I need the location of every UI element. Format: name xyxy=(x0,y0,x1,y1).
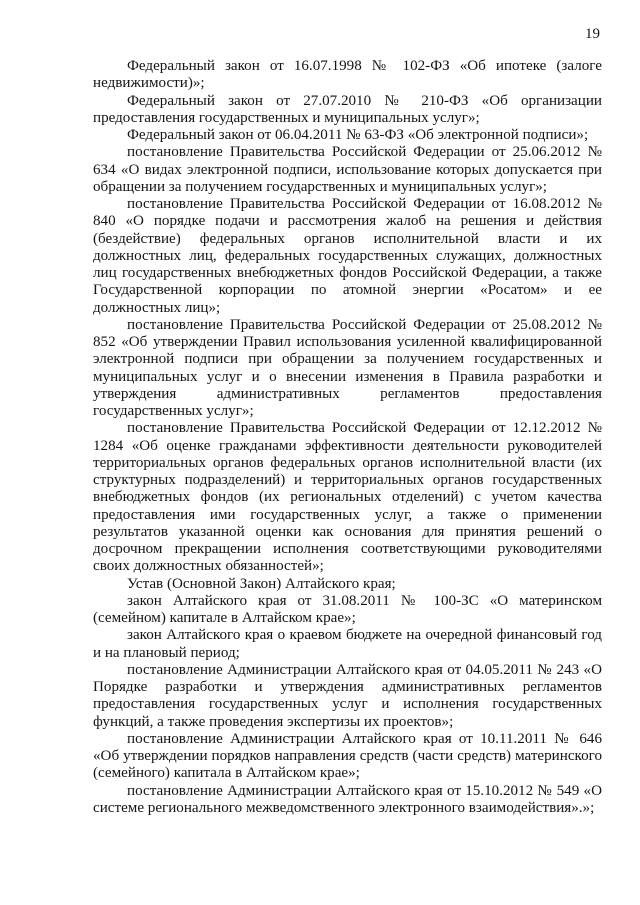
legal-act-item: постановление Администрации Алтайского края от 04.05.2011 № 243 «О Порядке разработки и утверждения административных регламентов предоставления государственных услуг и исполнения государственных функций, а также проведения экспертизы их проектов»; xyxy=(93,661,602,730)
legal-act-item: Федеральный закон от 27.07.2010 № 210-ФЗ «Об организации предоставления государственных и муниципальных услуг»; xyxy=(93,92,602,126)
legal-act-item: постановление Правительства Российской Федерации от 25.06.2012 № 634 «О видах электронной подписи, использование которых допускается при обращении за получением государственных и муниципальных услуг»; xyxy=(93,144,602,195)
legal-act-item: постановление Правительства Российской Федерации от 12.12.2012 № 1284 «Об оценке гражданами эффективности деятельности руководителей территориальных органов федеральных органов исполнительной власти (их структурных подразделений) и территориальных органов государственных внебюджетных фондов (их региональных отделений) с учетом качества предоставления ими государственных услуг, а также о применении результатов указанной оценки как основания для принятия решений о досрочном прекращении исполнения соответствующими руководителями своих должностных обязанностей»; xyxy=(93,420,602,575)
legal-act-item: Федеральный закон от 06.04.2011 № 63-ФЗ «Об электронной подписи»; xyxy=(127,127,589,143)
document-body xyxy=(93,58,602,817)
legal-act-item: закон Алтайского края о краевом бюджете на очередной финансовый год и на плановый период; xyxy=(93,627,602,661)
legal-act-item: постановление Правительства Российской Федерации от 16.08.2012 № 840 «О порядке подачи и рассмотрения жалоб на решения и действия (бездействие) федеральных органов исполнительной власти и их должностных лиц, федеральных государственных служащих, должностных лиц государственных внебюджетных фондов Российской Федерации, а также Государственной корпорации по атомной энергии «Росатом» и ее должностных лиц»; xyxy=(93,196,602,316)
legal-act-item: постановление Администрации Алтайского края от 15.10.2012 № 549 «О системе регионального межведомственного электронного взаимодействия».»; xyxy=(93,782,602,816)
legal-act-item: закон Алтайского края от 31.08.2011 № 100-ЗС «О материнском (семейном) капитале в Алтайском крае»; xyxy=(93,592,602,626)
legal-act-item: постановление Правительства Российской Федерации от 25.08.2012 № 852 «Об утверждении Правил использования усиленной квалифицированной электронной подписи при обращении за получением государственных и муниципальных услуг и о внесении изменения в Правила разработки и утверждения административных регламентов предоставления государственных услуг»; xyxy=(93,316,602,419)
page-number: 19 xyxy=(585,26,600,42)
legal-act-item: Устав (Основной Закон) Алтайского края; xyxy=(127,575,396,592)
legal-act-item: постановление Администрации Алтайского края от 10.11.2011 № 646 «Об утверждении порядков направления средств (части средств) материнского (семейного) капитала в Алтайском крае»; xyxy=(93,730,602,782)
legal-act-item: Федеральный закон от 16.07.1998 № 102-ФЗ «Об ипотеке (залоге недвижимости)»; xyxy=(93,58,602,92)
